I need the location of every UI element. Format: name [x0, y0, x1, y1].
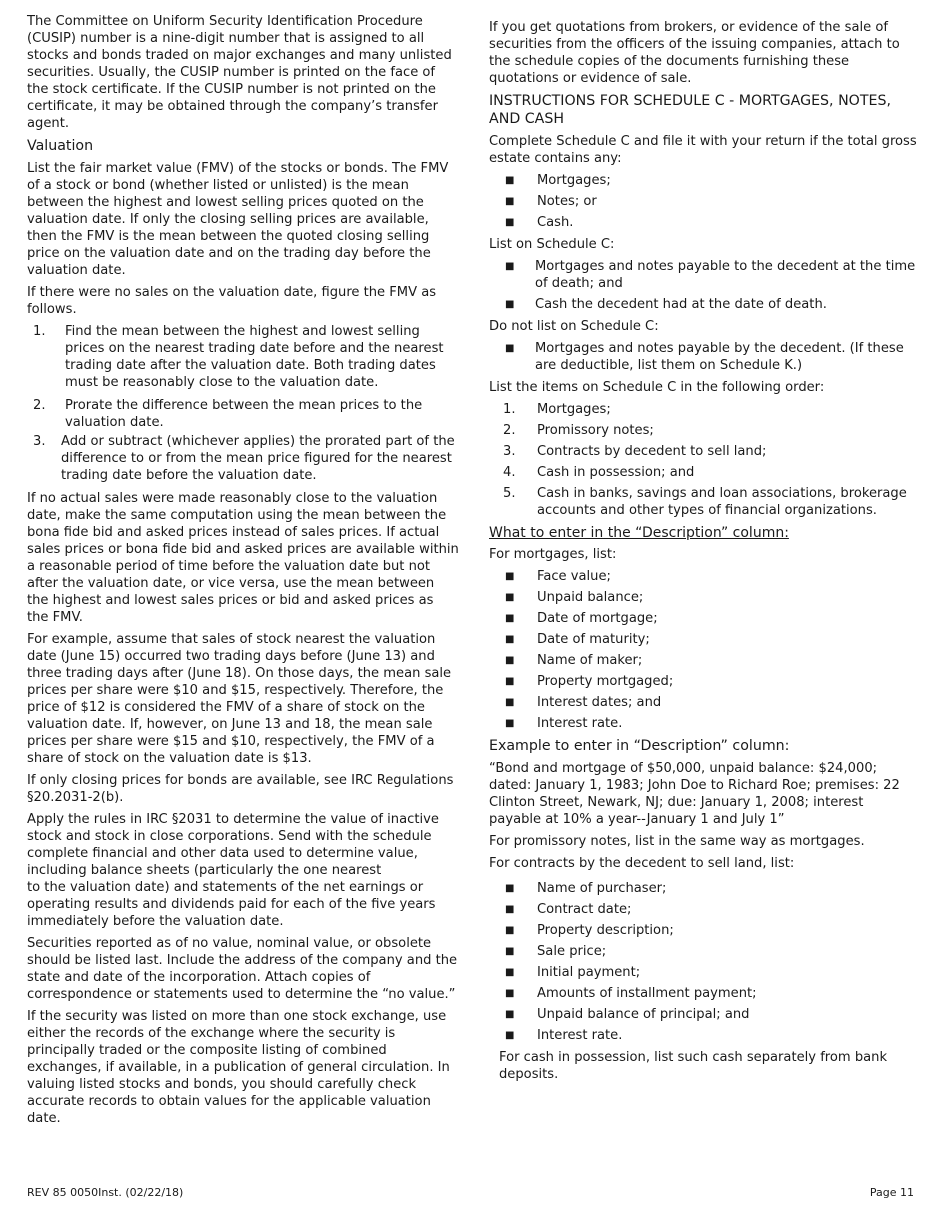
list-item: ■ Unpaid balance;	[505, 590, 644, 605]
bullet-icon: ■	[505, 592, 515, 603]
left-column	[27, 13, 459, 1132]
description-column-heading: What to enter in the “Description” column:	[489, 525, 789, 541]
list-item: 1. Find the mean between the highest and lowest selling prices on the nearest trading date before and the nearest trading date after the valuation date. Both trading dates must be reasonably close to the valuation date.	[33, 324, 444, 390]
bullet-icon: ■	[505, 946, 515, 957]
list-item: ■ Contract date;	[505, 902, 632, 917]
bullet-icon: ■	[505, 613, 515, 624]
list-item: ■ Cash.	[505, 215, 574, 230]
bullet-icon: ■	[505, 988, 515, 999]
complete-schedule-paragraph: Complete Schedule C and file it with your return if the total gross estate contains any:	[489, 134, 917, 166]
bullet-icon: ■	[505, 1009, 515, 1020]
list-item: ■ Notes; or	[505, 194, 597, 209]
order-list	[489, 401, 917, 519]
bullet-icon: ■	[505, 718, 515, 729]
do-not-list-items	[489, 340, 917, 374]
list-item: ■ Initial payment;	[505, 965, 641, 980]
list-item: ■ Mortgages and notes payable to the decedent at the time of death; and	[505, 259, 916, 291]
for-mortgages-paragraph: For mortgages, list:	[489, 547, 617, 562]
listed-exchange-paragraph: If the security was listed on more than one stock exchange, use either the records of the exchange where the security is principally traded or the composite listing of combined exchanges, if available, in a publication of general circulation. In valuing listed stocks and bonds, you should carefully check accurate records to obtain values for the applicable valuation date.	[27, 1009, 450, 1126]
list-item: 3. Contracts by decedent to sell land;	[503, 444, 767, 459]
list-item: ■ Sale price;	[505, 944, 607, 959]
example-text: “Bond and mortgage of $50,000, unpaid balance: $24,000; dated: January 1, 1983; John Doe to Richard Roe; premises: 22 Clinton Street, Newark, NJ; due: January 1, 2008; interest payable at 10% a year--January 1 and July 1”	[489, 761, 900, 827]
list-on-paragraph: List on Schedule C:	[489, 237, 615, 252]
fmv-paragraph: List the fair market value (FMV) of the stocks or bonds. The FMV of a stock or bond (whether listed or unlisted) is the mean between the highest and lowest selling prices quoted on the valuation date. If only the closing selling prices are available, then the FMV is the mean between the quoted closing selling price on the valuation date and on the trading day before the valuation date.	[27, 161, 449, 278]
list-item: ■ Mortgages;	[505, 173, 611, 188]
bullet-icon: ■	[505, 883, 515, 894]
bullet-icon: ■	[505, 1030, 515, 1041]
bullet-icon: ■	[505, 634, 515, 645]
list-item: ■ Date of maturity;	[505, 632, 650, 647]
list-item: ■ Interest rate.	[505, 1028, 623, 1043]
list-item: ■ Property mortgaged;	[505, 674, 674, 689]
list-item: 3. Add or subtract (whichever applies) the prorated part of the difference to or from the mean price figured for the nearest trading date before the valuation date.	[33, 434, 455, 483]
list-item: ■ Property description;	[505, 923, 674, 938]
fmv-steps-list	[27, 323, 459, 484]
list-item: 2. Promissory notes;	[503, 423, 654, 438]
cash-in-possession-paragraph: For cash in possession, list such cash separately from bank deposits.	[499, 1050, 888, 1082]
list-item: ■ Face value;	[505, 569, 611, 584]
list-on-items	[489, 258, 917, 313]
valuation-heading: Valuation	[27, 138, 94, 154]
right-column	[489, 19, 917, 1088]
list-item: ■ Name of maker;	[505, 653, 643, 668]
page-number-footer: Page 11	[869, 1186, 914, 1199]
bullet-icon: ■	[505, 904, 515, 915]
list-item: ■ Interest rate.	[505, 716, 623, 731]
list-item: ■ Date of mortgage;	[505, 611, 658, 626]
do-not-list-paragraph: Do not list on Schedule C:	[489, 319, 659, 334]
bullet-icon: ■	[505, 261, 515, 272]
bullet-icon: ■	[505, 196, 515, 207]
mortgage-items-list	[489, 568, 917, 732]
contracts-paragraph: For contracts by the decedent to sell land, list:	[489, 856, 795, 871]
list-item: 4. Cash in possession; and	[503, 465, 695, 480]
form-number-footer: REV 85 0050Inst. (02/22/18)	[27, 1186, 184, 1199]
no-actual-sales-paragraph: If no actual sales were made reasonably close to the valuation date, make the same computation using the mean between the bona fide bid and asked prices instead of sales prices. If actual sales prices or bona fide bid and asked prices are available within a reasonable period of time before the valuation date but not after the valuation date, or vice versa, use the mean between the highest and lowest sales prices or bid and asked prices as the FMV.	[27, 491, 459, 625]
no-sales-paragraph: If there were no sales on the valuation date, figure the FMV as follows.	[27, 285, 437, 317]
bullet-icon: ■	[505, 697, 515, 708]
closing-prices-paragraph: If only closing prices for bonds are available, see IRC Regulations §20.2031-2(b).	[27, 773, 454, 805]
list-item: ■ Cash the decedent had at the date of death.	[505, 297, 827, 312]
no-value-paragraph: Securities reported as of no value, nominal value, or obsolete should be listed last. Include the address of the company and the state and date of the incorporation. Attach copies of correspondence or statements used to determine the “no value.”	[27, 936, 458, 1002]
order-paragraph: List the items on Schedule C in the following order:	[489, 380, 825, 395]
bullet-icon: ■	[505, 655, 515, 666]
list-item: ■ Name of purchaser;	[505, 881, 667, 896]
quotations-paragraph: If you get quotations from brokers, or evidence of the sale of securities from the officers of the issuing companies, attach to the schedule copies of the documents furnishing these quotations or evidence of sale.	[489, 20, 900, 86]
list-item: ■ Interest dates; and	[505, 695, 662, 710]
list-item: ■ Unpaid balance of principal; and	[505, 1007, 750, 1022]
bullet-icon: ■	[505, 925, 515, 936]
bullet-icon: ■	[505, 571, 515, 582]
example-paragraph: For example, assume that sales of stock nearest the valuation date (June 15) occurred two trading days before (June 13) and three trading days after (June 18). On those days, the mean sale prices per share were $10 and $15, respectively. Therefore, the price of $12 is considered the FMV of a share of stock on the valuation date. If, however, on June 13 and 18, the mean sale prices per share were $15 and $10, respectively, the FMV of a share of stock on the valuation date is $13.	[27, 632, 452, 766]
list-item: 5. Cash in banks, savings and loan associations, brokerage accounts and other types of financial organizations.	[503, 486, 907, 518]
bullet-icon: ■	[505, 343, 515, 354]
bullet-icon: ■	[505, 676, 515, 687]
contract-items-list	[489, 880, 917, 1044]
bullet-icon: ■	[505, 175, 515, 186]
apply-rules-paragraph: Apply the rules in IRC §2031 to determine the value of inactive stock and stock in close corporations. Send with the schedule complete financial and other data used to determine value, including balance sheets (particularly the one nearest to the valuation date) and statements of the net earnings or operating results and dividends paid for each of the five years immediately before the valuation date.	[27, 812, 439, 929]
list-item: 2. Prorate the difference between the mean prices to the valuation date.	[33, 398, 423, 430]
gross-estate-list	[489, 172, 917, 231]
promissory-notes-paragraph: For promissory notes, list in the same way as mortgages.	[489, 834, 865, 849]
list-item: ■ Mortgages and notes payable by the decedent. (If these are deductible, list them on Schedule K.)	[505, 341, 904, 373]
bullet-icon: ■	[505, 299, 515, 310]
bullet-icon: ■	[505, 217, 515, 228]
schedule-c-heading: INSTRUCTIONS FOR SCHEDULE C - MORTGAGES, NOTES, AND CASH	[489, 93, 891, 127]
bullet-icon: ■	[505, 967, 515, 978]
list-item: 1. Mortgages;	[503, 402, 611, 417]
list-item: ■ Amounts of installment payment;	[505, 986, 757, 1001]
example-heading: Example to enter in “Description” column:	[489, 738, 790, 754]
cusip-paragraph: The Committee on Uniform Security Identification Procedure (CUSIP) number is a nine-digit number that is assigned to all stocks and bonds traded on major exchanges and many unlisted securities. Usually, the CUSIP number is printed on the face of the stock certificate. If the CUSIP number is not printed on the certificate, it may be obtained through the company’s transfer agent.	[27, 14, 452, 131]
